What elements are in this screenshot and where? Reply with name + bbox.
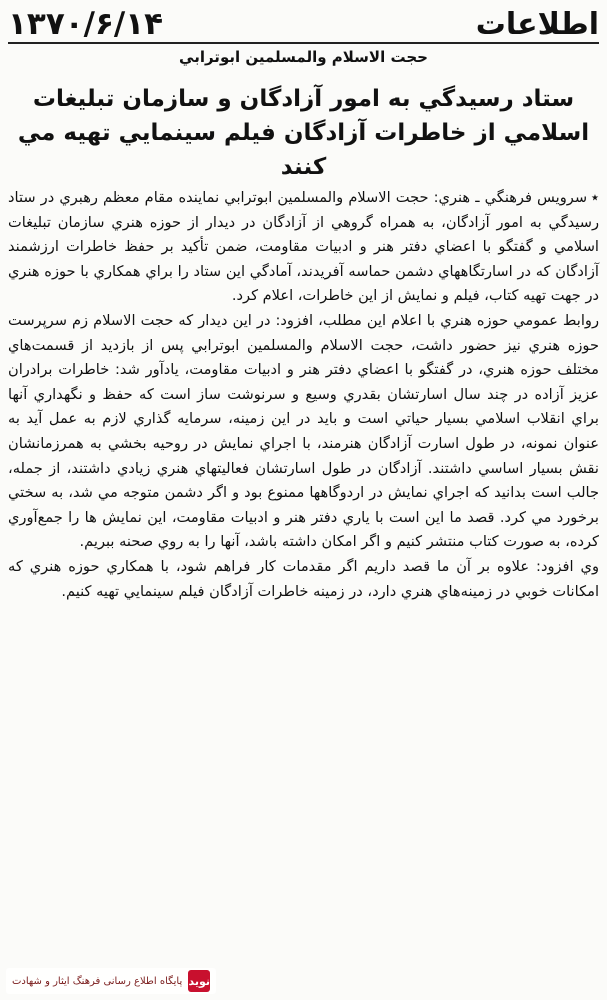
paragraph-2: روابط عمومي حوزه هنري با اعلام اين مطلب، افزود: در اين ديدار كه حجت الاسلام زم سرپرست حوزه هنري نيز حضور داشت، حجت الاسلام والمسلمين ابوترابي پس از بازديد از قسمت‌هاي مختلف حوزه هنري، در گفتگو با اعضاي دفتر هنر و ادبيات مقاومت، يادآور شد: خاطرات برادران عزيز آزاده در چند سال اسارتشان بقدري وسيع و سرنوشت ساز است كه حفظ و نگهداري آنها براي انقلاب اسلامي بسيار حياتي است و بايد در اين زمينه، سرمايه گذاري لازم به عمل آيد به عنوان نمونه، در طول اسارت آزادگان هنرمند، با اجراي نمايش در روحيه بخشي به همرزمانشان نقش بسيار اساسي داشتند. آزادگان در طول اسارتشان فعاليتهاي هنري زيادي داشتند، از جمله، جالب است بدانيد كه اجراي نمايش در اردوگاهها ممنوع بود و اگر دشمن متوجه مي شد، به سختي برخورد مي كرد. قصد ما اين است با ياري دفتر هنر و ادبيات مقاومت، اين نمايش ها را جمع‌آوري كرده، به صورت كتاب منتشر كنيم و اگر امكان داشته باشد، آنها را به روي صحنه ببريم. [8,311,599,551]
watermark-logo: نوید [188,970,210,992]
masthead [8,6,599,44]
paragraph-3: وي افزود: علاوه بر آن ما قصد داريم اگر مقدمات كار فراهم شود، با همكاري حوزه هنري كه امكانات خوبي در زمينه‌هاي هنري دارد، در زمينه خاطرات آزادگان فيلم سينمايي تهيه كنيم. [8,557,599,600]
paragraph-1 [8,186,599,309]
source-watermark [6,968,216,994]
issue-date: ۱۳۷۰/۶/۱۴ [8,6,164,42]
newspaper-name: اطلاعات [475,6,599,42]
watermark-caption: پایگاه اطلاع رسانی فرهنگ ایثار و شهادت [12,975,183,987]
article-headline: ستاد رسيدگي به امور آزادگان و سازمان تبليغات اسلامي از خاطرات آزادگان فيلم سينمايي تهيه مي كنند [17,86,590,180]
bullet-icon: ٭ [591,189,599,206]
article-byline: حجت الاسلام والمسلمين ابوترابي [179,48,428,66]
paragraph-1-text: سرويس فرهنگي ـ هنري: حجت الاسلام والمسلمين ابوترابي نماينده مقام معظم رهبري در ستاد رسيدگي به امور آزادگان، به همراه گروهي از آزادگان در ديدار از حوزه هنري سازمان تبليغات اسلامي و گفتگو با اعضاي دفتر هنر و ادبيات مقاومت، ضمن تأكيد بر حفظ خاطرات ارزشمند آزادگان كه در اسارتگاههاي دشمن حماسه آفريدند، آمادگي اين ستاد را براي همكاري با حوزه هنري در جهت تهيه كتاب، فيلم و نمايش از اين خاطرات، اعلام كرد. [8,189,599,305]
article-body [8,186,599,992]
